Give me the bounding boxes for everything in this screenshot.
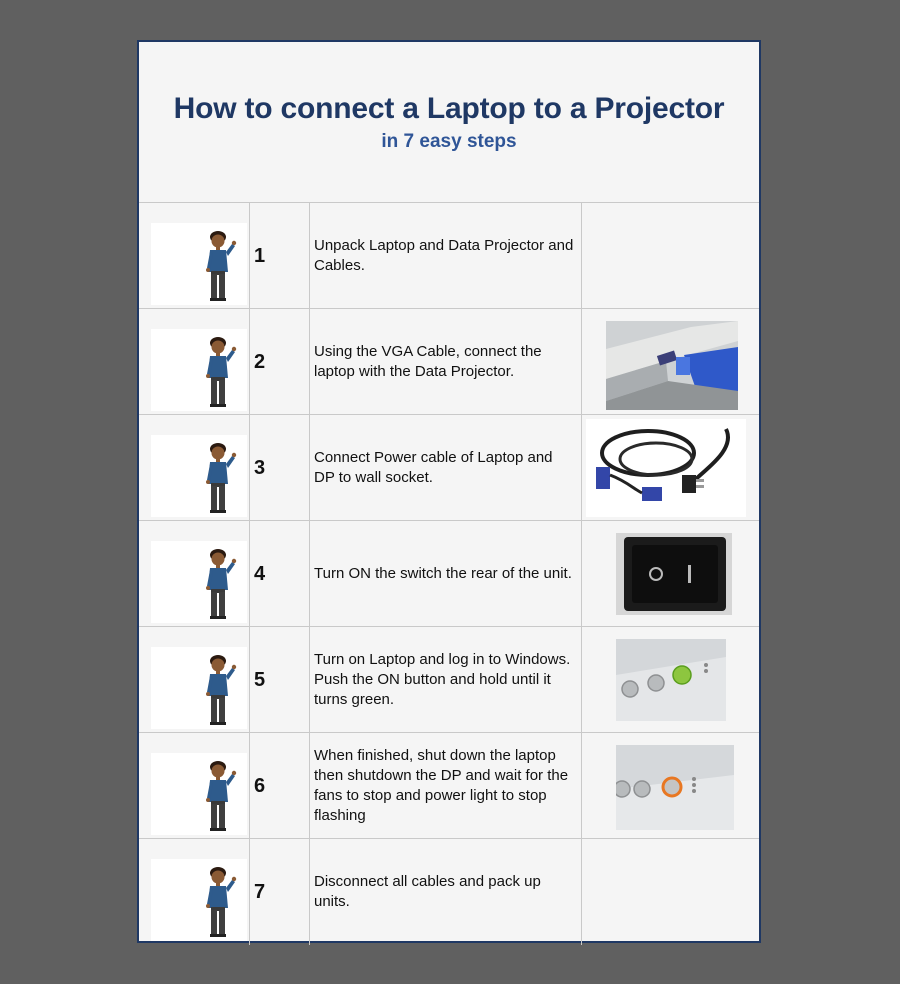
step-text xyxy=(309,203,581,309)
step-instruction: When finished, shut down the laptop then shutdown the DP and wait for the fans to stop and power light to stop flashing xyxy=(314,747,569,824)
step-figure-cell xyxy=(139,203,249,309)
presenter-figure xyxy=(151,647,247,729)
step-image-cell xyxy=(581,733,760,839)
step-text xyxy=(309,309,581,415)
step-number: 4 xyxy=(249,521,309,627)
step-image-cell xyxy=(581,839,760,945)
step-instruction: Connect Power cable of Laptop and DP to wall socket. xyxy=(314,449,553,486)
projector-buttons-orange-photo xyxy=(616,745,734,830)
step-figure-cell xyxy=(139,627,249,733)
step-text xyxy=(309,627,581,733)
presenter-figure xyxy=(151,435,247,517)
step-text xyxy=(309,521,581,627)
page-subtitle: in 7 easy steps xyxy=(381,131,517,152)
step-row xyxy=(139,626,759,733)
step-image-cell xyxy=(581,521,760,627)
step-image-cell xyxy=(581,627,760,733)
header xyxy=(139,42,759,202)
step-figure-cell xyxy=(139,839,249,945)
power-switch-photo xyxy=(616,533,732,615)
step-figure-cell xyxy=(139,415,249,521)
step-instruction: Disconnect all cables and pack up units. xyxy=(314,873,541,910)
step-figure-cell xyxy=(139,309,249,415)
step-instruction: Using the VGA Cable, connect the laptop with the Data Projector. xyxy=(314,343,542,380)
step-figure-cell xyxy=(139,521,249,627)
step-text xyxy=(309,839,581,945)
laptop-vga-port-photo xyxy=(606,321,738,410)
step-number: 3 xyxy=(249,415,309,521)
presenter-figure xyxy=(151,329,247,411)
step-number: 5 xyxy=(249,627,309,733)
step-number: 1 xyxy=(249,203,309,309)
step-image-cell xyxy=(581,415,760,521)
presenter-figure xyxy=(151,541,247,623)
step-image-cell xyxy=(581,309,760,415)
presenter-figure xyxy=(151,753,247,835)
presenter-figure xyxy=(151,859,247,941)
step-image-cell xyxy=(581,203,760,309)
step-row xyxy=(139,732,759,839)
step-instruction: Turn on Laptop and log in to Windows. Push the ON button and hold until it turns green. xyxy=(314,651,571,708)
step-text xyxy=(309,733,581,839)
step-figure-cell xyxy=(139,733,249,839)
page-title: How to connect a Laptop to a Projector xyxy=(173,92,725,125)
step-row xyxy=(139,838,759,945)
step-row xyxy=(139,202,759,309)
step-row xyxy=(139,308,759,415)
projector-buttons-green-photo xyxy=(616,639,726,721)
step-row xyxy=(139,414,759,521)
cables-photo xyxy=(586,419,746,517)
presenter-figure xyxy=(151,223,247,305)
instruction-card xyxy=(137,40,761,943)
step-number: 7 xyxy=(249,839,309,945)
step-instruction: Turn ON the switch the rear of the unit. xyxy=(314,565,572,582)
step-instruction: Unpack Laptop and Data Projector and Cables. xyxy=(314,237,574,274)
step-row xyxy=(139,520,759,627)
step-text xyxy=(309,415,581,521)
step-number: 6 xyxy=(249,733,309,839)
step-number: 2 xyxy=(249,309,309,415)
